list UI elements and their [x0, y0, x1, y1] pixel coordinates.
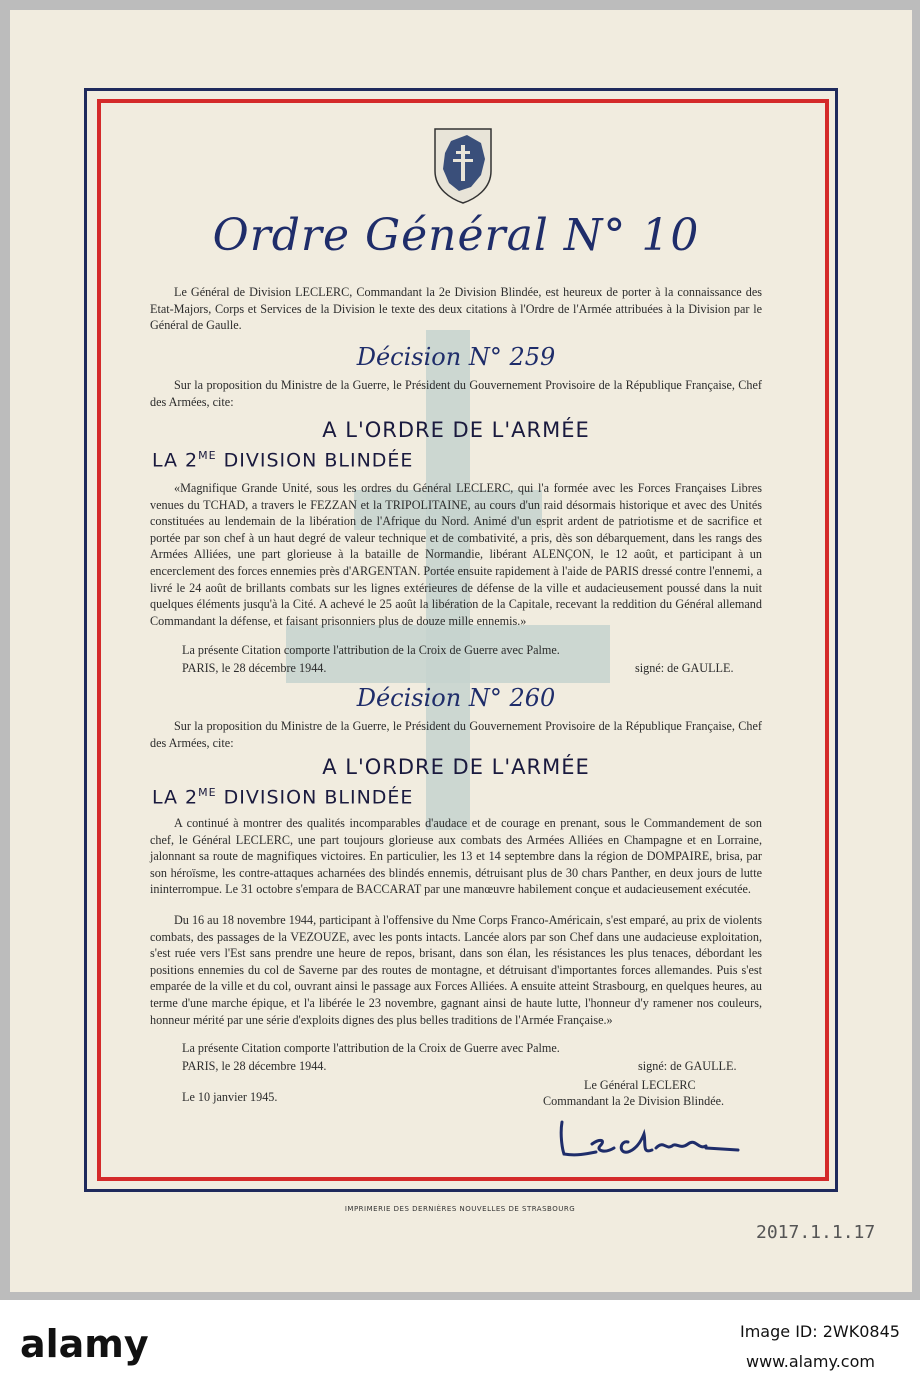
- decision-260-signed: signé: de GAULLE.: [638, 1059, 737, 1073]
- decision-260-place-date: PARIS, le 28 décembre 1944.: [182, 1059, 327, 1073]
- decision-260-heading: Décision N° 260: [356, 684, 556, 712]
- decision-259-heading: Décision N° 259: [356, 343, 556, 371]
- intro-paragraph: Le Général de Division LECLERC, Commandant la 2e Division Blindée, est heureux de porter à la connaissance des Etat-Majors, Corps et Services de la Division le texte des deux citations à l'Ordre de l'Armée attribuées à la Division par le Général de Gaulle.: [150, 285, 762, 333]
- decision-260-citation-p1: A continué à montrer des qualités incomparables d'audace et de courage en prenant, sous le Commandement de son chef, le Général LECLERC, une part toujours glorieuse aux combats des Armées Alliées en Champagne et en Lorraine, jalonnant sa route de magnifiques victoires. En particulier, les 13 et 14 septembre dans la région de DOMPAIRE, brisa, par son héroïsme, les contre-attaques acharnées des blindés ennemis, détruisant plus de 30 chars Panther, en deux jours de lutte ininterrompue. Le 31 octobre s'empara de BACCARAT par une manœuvre habilement conçue et audacieusement exécutée.: [150, 816, 762, 897]
- decision-260-ordre: A L'ORDRE DE L'ARMÉE: [322, 755, 590, 779]
- decision-260-preamble: Sur la proposition du Ministre de la Guerre, le Président du Gouvernement Provisoire de la République Française, Chef des Armées, cite:: [150, 719, 762, 750]
- decision-259-signed: signé: de GAULLE.: [635, 661, 734, 675]
- closing-signatory: Le Général LECLERC: [584, 1078, 696, 1092]
- decision-259-preamble: Sur la proposition du Ministre de la Guerre, le Président du Gouvernement Provisoire de la République Française, Chef des Armées, cite:: [150, 378, 762, 409]
- leclerc-signature: [556, 1114, 746, 1164]
- decision-260-division: LA $2^{ME}$ DIVISION BLINDÉE: [152, 786, 414, 809]
- france-crest-icon: [431, 125, 495, 205]
- decision-260-attribution: La présente Citation comporte l'attribution de la Croix de Guerre avec Palme.: [182, 1041, 560, 1055]
- decision-259-division: LA $2^{ME}$ DIVISION BLINDÉE: [152, 449, 414, 472]
- stock-url: www.alamy.com: [746, 1352, 875, 1371]
- inventory-number: 2017.1.1.17: [756, 1222, 876, 1243]
- decision-260-citation-p2: Du 16 au 18 novembre 1944, participant à l'offensive du Nme Corps Franco-Américain, s'est emparé, au prix de violents combats, des passages de la VEZOUZE, avec les ponts intacts. Lancée alors par son Chef dans une audacieuse exploitation, s'est ruée vers l'Est sans prendre une heure de repos, brisant, dans son élan, les résistances les plus tenaces, débordant les positions ennemies du col de Saverne par des routes de montagne, et détruisant d'importantes forces allemandes. Puis s'est emparée de la ville et du col, ouvrant ainsi le passage aux Forces Alliées. A ensuite atteint Strasbourg, en quelques heures, au terme d'une marche épique, et l'a libérée le 23 novembre, gagnant ainsi de haute lutte, l'honneur d'y ramener nos couleurs, honneur mérité par une série d'exploits dignes des plus belles traditions de l'Armée Française.»: [150, 913, 762, 1027]
- decision-259-ordre: A L'ORDRE DE L'ARMÉE: [322, 418, 590, 442]
- page-title: Ordre Général N° 10: [212, 210, 700, 261]
- alamy-logo: alamy: [20, 1322, 149, 1366]
- decision-259-citation: «Magnifique Grande Unité, sous les ordres du Général LECLERC, qui l'a formée avec les Forces Françaises Libres venues du TCHAD, a travers le FEZZAN et la TRIPOLITAINE, au cours d'un raid désormais historique et avec des Unités constituées au lendemain de la libération de l'Afrique du Nord. Animé d'un esprit ardent de patriotisme et de sacrifice et portée par son chef à un haut degré de valeur technique et de combativité, a pris, dès son débarquement, dans les rangs des Armées Alliées, une part glorieuse à la bataille de Normandie, libérant ALENÇON, le 12 août, et participant à un encerclement des forces ennemies près d'ARGENTAN. Portée ensuite rapidement à l'aide de PARIS dressé contre l'ennemi, a livré le 24 août de brillants combats sur les lignes extérieures de défense de la ville et audacieusement poussé dans la nuit quelques éléments jusqu'à la Cité. A achevé le 25 août la libération de la Capitale, recevant la reddition du Général allemand Commandant la défense, et faisant prisonniers plus de douze mille ennemis.»: [150, 481, 762, 628]
- decision-259-attribution: La présente Citation comporte l'attribution de la Croix de Guerre avec Palme.: [182, 643, 560, 657]
- stock-image-id: Image ID: 2WK0845: [740, 1322, 900, 1341]
- printer-credit: IMPRIMERIE DES DERNIÈRES NOUVELLES DE STRASBOURG: [344, 1205, 576, 1213]
- closing-signatory-title: Commandant la 2e Division Blindée.: [543, 1094, 725, 1108]
- closing-date: Le 10 janvier 1945.: [182, 1090, 278, 1104]
- decision-259-place-date: PARIS, le 28 décembre 1944.: [182, 661, 327, 675]
